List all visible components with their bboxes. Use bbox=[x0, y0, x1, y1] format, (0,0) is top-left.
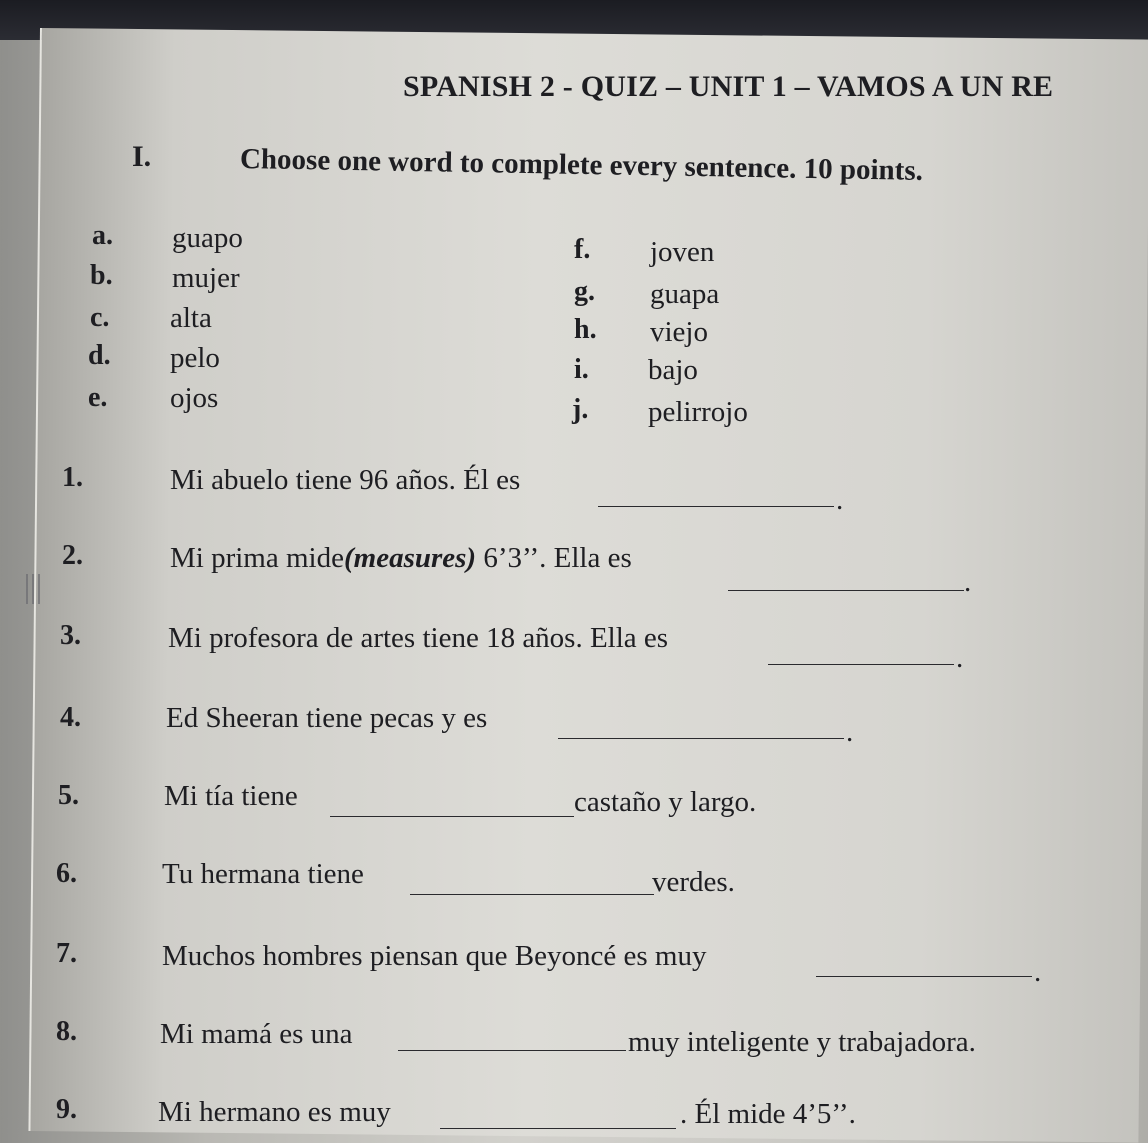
question-text: Tu hermana tiene bbox=[162, 858, 364, 890]
option-word: viejo bbox=[650, 316, 708, 348]
question-number: 1. bbox=[62, 462, 83, 493]
question-text: Mi abuelo tiene 96 años. Él es bbox=[170, 464, 521, 496]
question-ending: . Él mide 4’5’’. bbox=[680, 1098, 856, 1130]
question-ending: . bbox=[964, 566, 972, 598]
option-letter: b. bbox=[90, 260, 113, 291]
question-text: Mi hermano es muy bbox=[158, 1096, 391, 1128]
text-cursor-icon bbox=[26, 574, 44, 604]
question-number: 4. bbox=[60, 702, 81, 733]
question-ending: verdes. bbox=[652, 866, 735, 898]
option-word: ojos bbox=[170, 382, 219, 414]
option-letter: j. bbox=[572, 394, 589, 425]
question-ending: . bbox=[1034, 956, 1042, 988]
question-ending: castaño y largo. bbox=[574, 786, 757, 818]
answer-blank[interactable] bbox=[398, 1050, 626, 1051]
option-word: mujer bbox=[172, 262, 240, 294]
question-text: Muchos hombres piensan que Beyoncé es muy bbox=[162, 940, 707, 972]
question-number: 7. bbox=[56, 938, 77, 969]
question-ending: muy inteligente y trabajadora. bbox=[628, 1026, 976, 1058]
answer-blank[interactable] bbox=[768, 664, 954, 665]
answer-blank[interactable] bbox=[816, 976, 1032, 977]
option-letter: a. bbox=[92, 220, 113, 251]
option-word: pelo bbox=[170, 342, 220, 374]
option-letter: c. bbox=[90, 302, 110, 333]
answer-blank[interactable] bbox=[728, 590, 964, 591]
question-number: 5. bbox=[58, 780, 79, 811]
option-letter: i. bbox=[574, 354, 589, 385]
question-text: Ed Sheeran tiene pecas y es bbox=[166, 702, 488, 734]
option-letter: d. bbox=[88, 340, 111, 371]
question-number: 2. bbox=[62, 540, 83, 571]
question-ending: . bbox=[836, 484, 844, 516]
option-letter: f. bbox=[574, 234, 591, 265]
question-number: 9. bbox=[56, 1094, 77, 1125]
option-word: alta bbox=[170, 302, 212, 334]
question-text: Mi mamá es una bbox=[160, 1018, 353, 1050]
question-text: Mi prima mide(measures) 6’3’’. Ella es bbox=[170, 542, 632, 574]
option-word: pelirrojo bbox=[648, 396, 748, 428]
option-letter: e. bbox=[88, 382, 108, 413]
question-number: 8. bbox=[56, 1016, 77, 1047]
option-word: guapo bbox=[172, 222, 243, 254]
answer-blank[interactable] bbox=[598, 506, 834, 507]
question-number: 3. bbox=[60, 620, 81, 651]
answer-blank[interactable] bbox=[410, 894, 654, 895]
question-ending: . bbox=[846, 716, 854, 748]
option-letter: h. bbox=[574, 314, 597, 345]
answer-blank[interactable] bbox=[440, 1128, 676, 1129]
section-instruction: Choose one word to complete every sentence. 10 points. bbox=[239, 143, 924, 187]
question-ending: . bbox=[956, 642, 964, 674]
option-letter: g. bbox=[574, 276, 595, 307]
answer-blank[interactable] bbox=[330, 816, 574, 817]
option-word: guapa bbox=[650, 278, 720, 310]
answer-blank[interactable] bbox=[558, 738, 844, 739]
option-word: bajo bbox=[648, 354, 698, 386]
section-number: I. bbox=[132, 140, 152, 173]
quiz-title: SPANISH 2 - QUIZ – UNIT 1 – VAMOS A UN RE bbox=[403, 70, 1054, 103]
question-text: Mi profesora de artes tiene 18 años. Ella es bbox=[168, 622, 669, 654]
question-text: Mi tía tiene bbox=[164, 780, 298, 812]
option-word: joven bbox=[650, 236, 715, 268]
question-number: 6. bbox=[56, 858, 77, 889]
